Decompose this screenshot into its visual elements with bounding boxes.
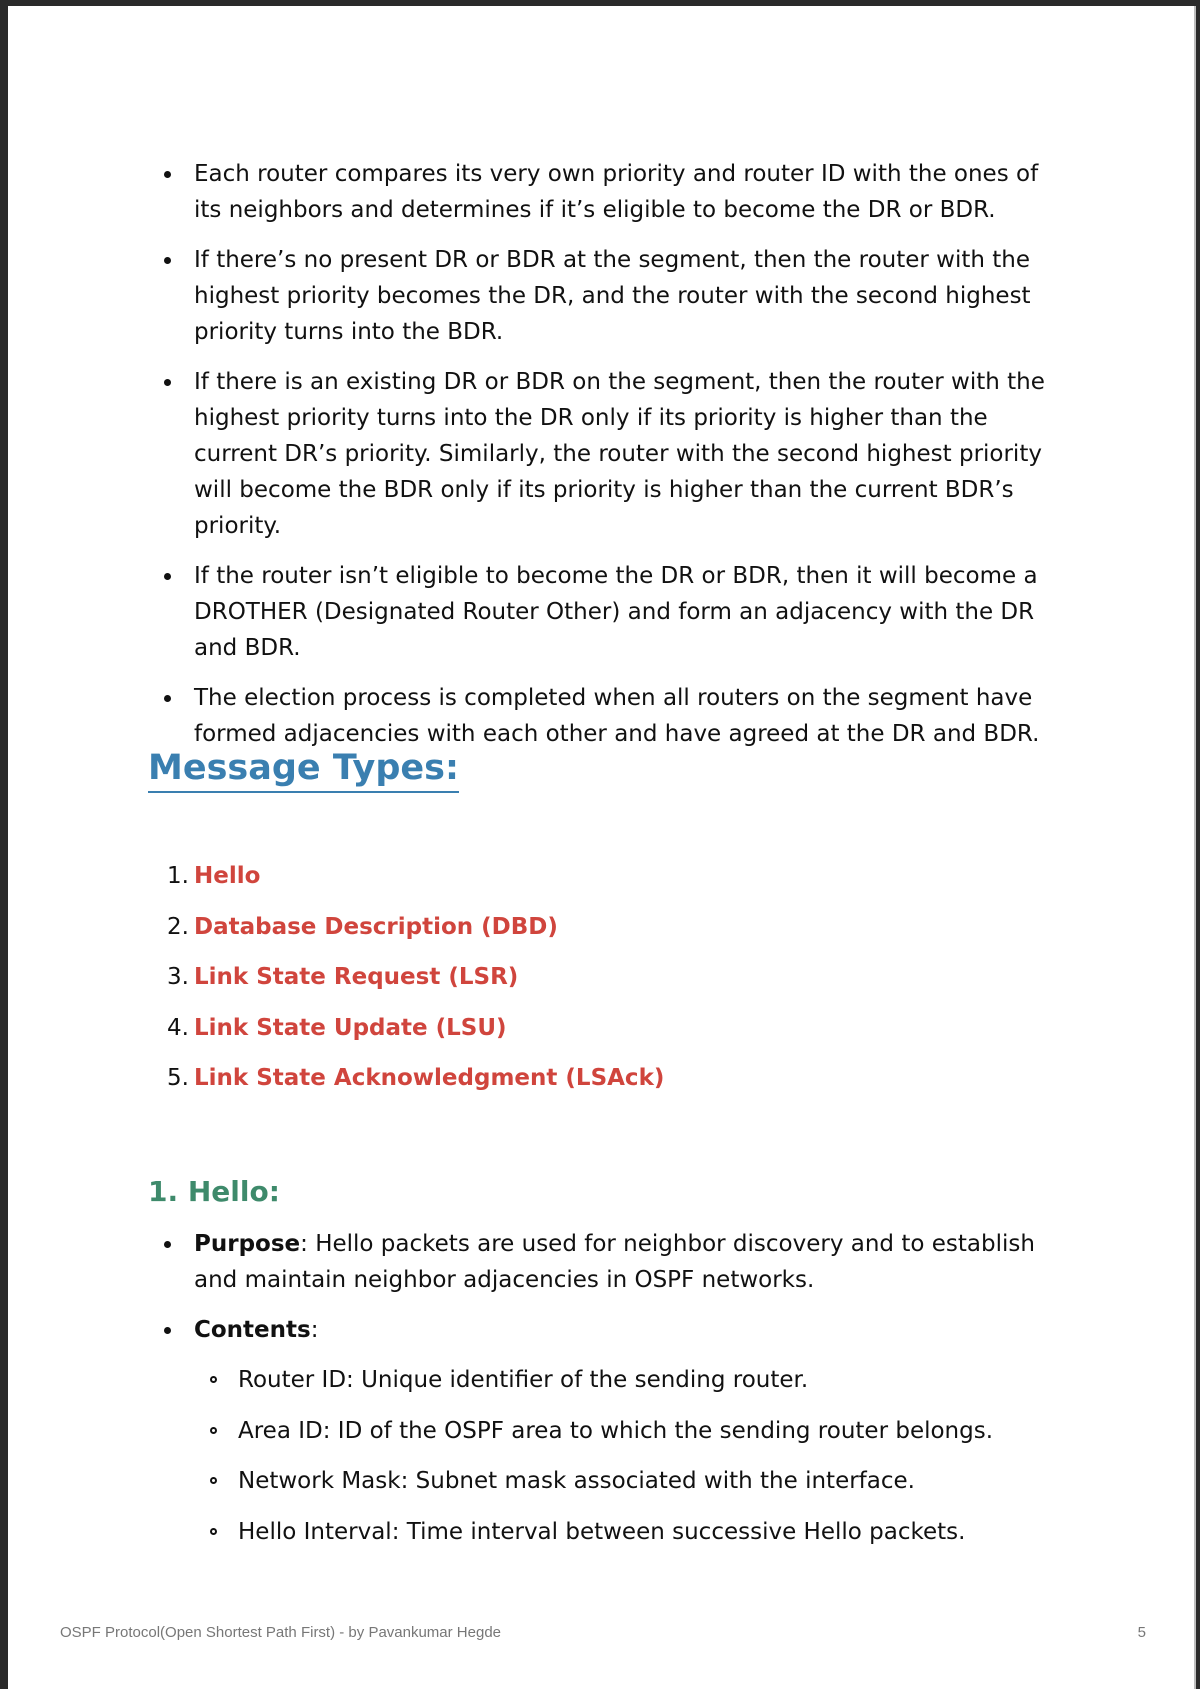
list-item: Network Mask: Subnet mask associated with the interface.: [238, 1463, 1068, 1499]
contents-item: [194, 1312, 1068, 1348]
section-heading-message-types: Message Types:: [148, 746, 459, 793]
list-item: If there is an existing DR or BDR on the segment, then the router with the highest priority turns into the DR only if its priority is higher than the current DR’s priority. Similarly, the router with the second highest priority will become the BDR only if its priority is higher than the current BDR’s priority.: [194, 364, 1068, 544]
list-label: Link State Request (LSR): [194, 964, 519, 990]
contents-suffix: :: [310, 1317, 319, 1343]
purpose-item: [194, 1226, 1068, 1298]
list-item: [148, 959, 664, 1010]
hello-section: [148, 1226, 1068, 1564]
hello-bullet-list: [148, 1226, 1068, 1348]
page-number: 5: [1137, 1624, 1146, 1641]
purpose-text: : Hello packets are used for neighbor discovery and to establish and maintain neighbor adjacencies in OSPF networks.: [194, 1231, 1035, 1293]
purpose-label: Purpose: [194, 1231, 301, 1257]
list-number: 5.: [167, 1065, 189, 1091]
list-item: [148, 858, 664, 909]
list-label: Hello: [194, 863, 261, 889]
subsection-heading-hello: 1. Hello:: [148, 1175, 280, 1208]
list-item: [148, 1010, 664, 1061]
list-item: Hello Interval: Time interval between successive Hello packets.: [238, 1514, 1068, 1550]
list-item: Router ID: Unique identifier of the sending router.: [238, 1362, 1068, 1398]
list-label: Database Description (DBD): [194, 913, 558, 940]
list-number: 3.: [167, 964, 189, 990]
contents-label: Contents: [194, 1317, 311, 1343]
hello-contents-list: [148, 1362, 1068, 1550]
list-item: Each router compares its very own priority and router ID with the ones of its neighbors and determines if it’s eligible to become the DR or BDR.: [194, 156, 1068, 228]
election-section: [148, 156, 1068, 766]
message-types-list: [148, 858, 664, 1111]
election-bullet-list: [148, 156, 1068, 752]
list-number: 1.: [167, 863, 189, 889]
list-number: 4.: [167, 1014, 189, 1041]
list-item: [148, 909, 664, 960]
list-label: Link State Acknowledgment (LSAck): [194, 1065, 665, 1091]
document-page: [8, 6, 1196, 1689]
list-number: 2.: [167, 913, 189, 940]
list-item: If the router isn’t eligible to become the DR or BDR, then it will become a DROTHER (Designated Router Other) and form an adjacency with the DR and BDR.: [194, 558, 1068, 666]
list-item: Area ID: ID of the OSPF area to which the sending router belongs.: [238, 1413, 1068, 1449]
list-item: [148, 1060, 664, 1111]
footer-title: OSPF Protocol(Open Shortest Path First) - by Pavankumar Hegde: [60, 1624, 502, 1641]
list-label: Link State Update (LSU): [194, 1014, 507, 1041]
list-item: If there’s no present DR or BDR at the segment, then the router with the highest priority becomes the DR, and the router with the second highest priority turns into the BDR.: [194, 242, 1068, 350]
list-item: The election process is completed when all routers on the segment have formed adjacencies with each other and have agreed at the DR and BDR.: [194, 680, 1068, 752]
